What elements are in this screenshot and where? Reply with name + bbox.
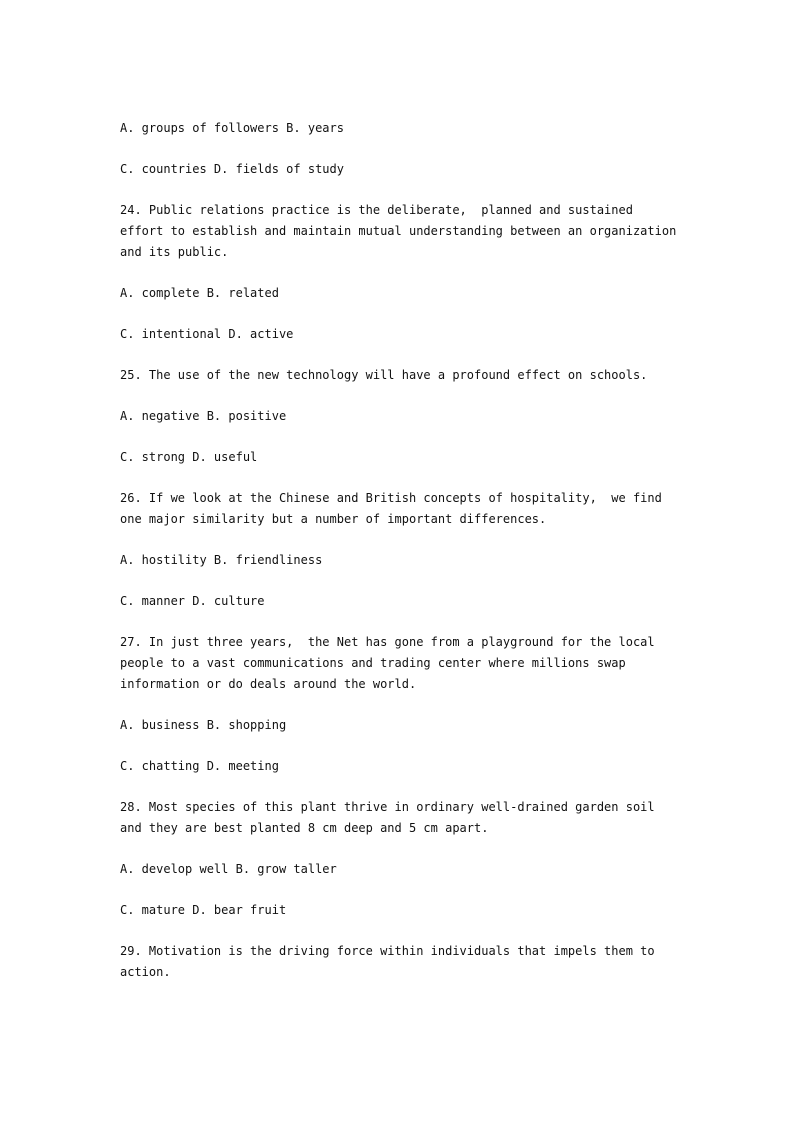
question-25: 25. The use of the new technology will have a profound effect on schools. xyxy=(120,368,648,382)
option-line-q25-c-d: C. strong D. useful xyxy=(120,450,258,464)
option-line-q26-a-b: A. hostility B. friendliness xyxy=(120,553,323,567)
option-line-q23-a-b: A. groups of followers B. years xyxy=(120,121,344,135)
question-27: 27. In just three years, the Net has gone from a playground for the local people to a vast communications and trading center where millions swap information or do deals around the world. xyxy=(120,635,662,691)
document-body xyxy=(120,118,684,1003)
option-line-q28-a-b: A. develop well B. grow taller xyxy=(120,862,337,876)
option-line-q28-c-d: C. mature D. bear fruit xyxy=(120,903,287,917)
option-line-q27-a-b: A. business B. shopping xyxy=(120,718,287,732)
question-26: 26. If we look at the Chinese and British concepts of hospitality, we find one major similarity but a number of important differences. xyxy=(120,491,670,526)
question-29: 29. Motivation is the driving force within individuals that impels them to action. xyxy=(120,944,662,979)
option-line-q27-c-d: C. chatting D. meeting xyxy=(120,759,279,773)
option-line-q26-c-d: C. manner D. culture xyxy=(120,594,265,608)
question-24: 24. Public relations practice is the deliberate, planned and sustained effort to establish and maintain mutual understanding between an organization and its public. xyxy=(120,203,684,259)
option-line-q24-c-d: C. intentional D. active xyxy=(120,327,294,341)
option-line-q25-a-b: A. negative B. positive xyxy=(120,409,287,423)
option-line-q23-c-d: C. countries D. fields of study xyxy=(120,162,344,176)
option-line-q24-a-b: A. complete B. related xyxy=(120,286,279,300)
question-28: 28. Most species of this plant thrive in ordinary well-drained garden soil and they are best planted 8 cm deep and 5 cm apart. xyxy=(120,800,662,835)
